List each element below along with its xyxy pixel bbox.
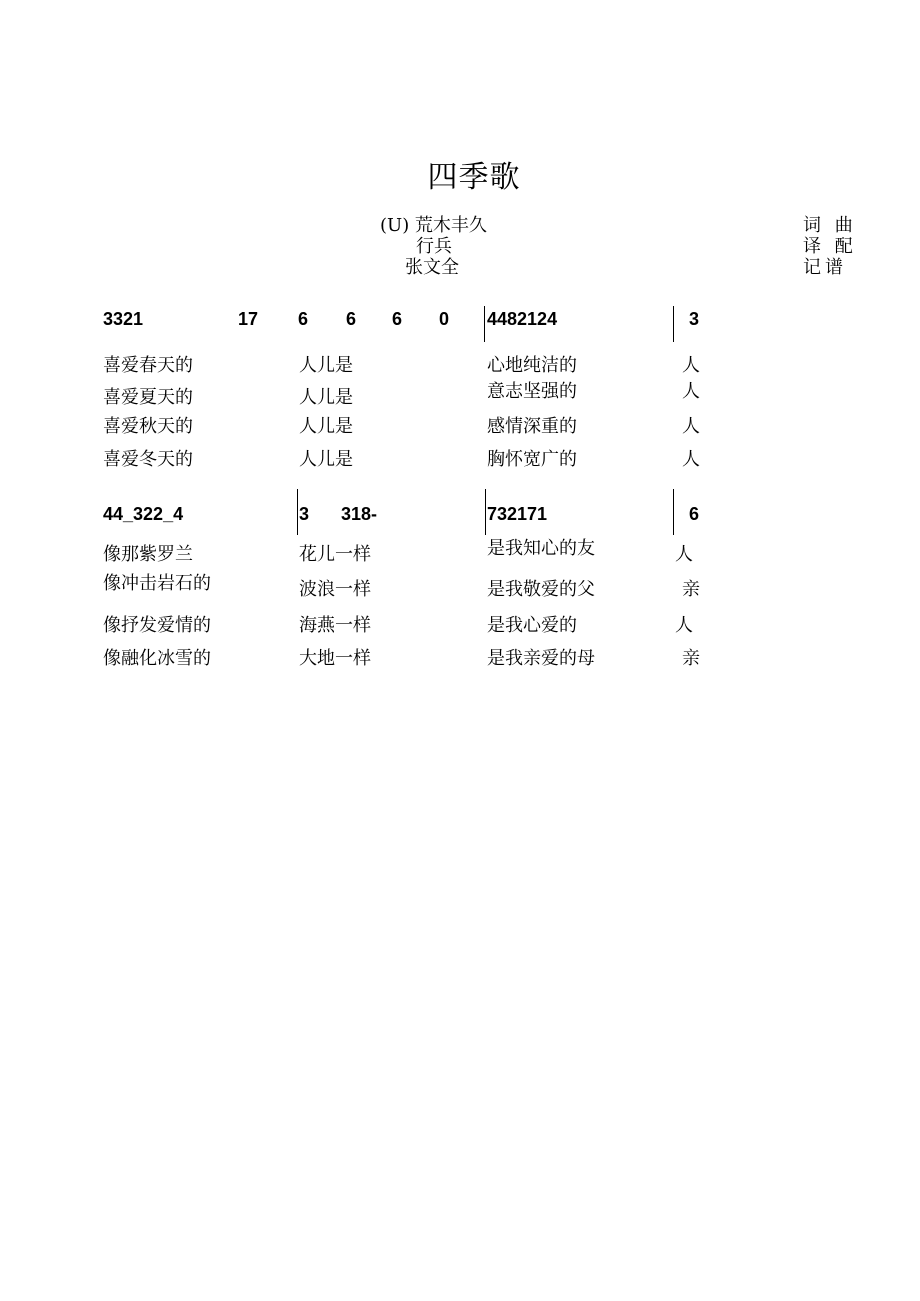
notation-group: 318-	[341, 504, 378, 524]
lyric-fragment: 人	[675, 544, 693, 565]
bar-line	[484, 306, 485, 342]
lyric-fragment: 波浪一样	[299, 579, 371, 600]
lyric-fragment: 人儿是	[299, 387, 353, 408]
lyric-fragment: 人	[682, 449, 700, 470]
transcriber-role: 记谱	[803, 257, 847, 278]
song-title: 四季歌	[427, 160, 521, 195]
lyric-fragment: 意志坚强的	[487, 381, 577, 402]
notation-group: 17	[238, 309, 259, 329]
lyric-fragment: 人	[682, 416, 700, 437]
lyric-fragment: 胸怀宽广的	[487, 449, 577, 470]
notation-group: 6	[392, 309, 403, 329]
lyric-fragment: 海燕一样	[299, 615, 371, 636]
bar-line	[485, 489, 486, 535]
notation-group: 44_322_4	[103, 504, 184, 524]
bar-line	[673, 306, 674, 342]
notation-group: 0	[439, 309, 450, 329]
lyric-fragment: 像融化冰雪的	[103, 648, 211, 669]
lyric-fragment: 人儿是	[299, 355, 353, 376]
transcriber-name: 张文全	[405, 257, 459, 278]
notation-group: 732171	[487, 504, 548, 524]
bar-line	[673, 489, 674, 535]
notation-group: 6	[346, 309, 357, 329]
notation-group: 6	[298, 309, 309, 329]
notation-group: 4482124	[487, 309, 558, 329]
notation-group: 6	[689, 504, 700, 524]
lyric-fragment: 亲	[682, 579, 700, 600]
notation-group: 3321	[103, 309, 144, 329]
lyric-fragment: 是我敬爱的父	[487, 579, 595, 600]
lyric-fragment: 像抒发爱情的	[103, 615, 211, 636]
lyricist-composer-name: (U) 荒木丰久	[380, 215, 487, 236]
lyric-fragment: 人	[682, 355, 700, 376]
lyricist-composer-role: 词 曲	[803, 215, 857, 236]
lyric-fragment: 像冲击岩石的	[103, 573, 211, 594]
lyric-fragment: 喜爱秋天的	[103, 416, 193, 437]
lyric-fragment: 像那紫罗兰	[103, 544, 193, 565]
notation-group: 3	[689, 309, 700, 329]
lyric-fragment: 人	[682, 381, 700, 402]
lyric-fragment: 喜爱春天的	[103, 355, 193, 376]
translator-name: 行兵	[416, 236, 452, 257]
notation-group: 3	[299, 504, 310, 524]
lyric-fragment: 大地一样	[299, 648, 371, 669]
lyric-fragment: 是我心爱的	[487, 615, 577, 636]
lyric-fragment: 是我知心的友	[487, 538, 595, 559]
lyric-fragment: 感情深重的	[487, 416, 577, 437]
translator-role: 译 配	[803, 236, 857, 257]
lyric-fragment: 喜爱夏天的	[103, 387, 193, 408]
lyric-fragment: 人儿是	[299, 416, 353, 437]
lyric-fragment: 心地纯洁的	[487, 355, 577, 376]
lyric-fragment: 人	[675, 615, 693, 636]
lyric-fragment: 是我亲爱的母	[487, 648, 595, 669]
lyric-fragment: 亲	[682, 648, 700, 669]
lyric-fragment: 花儿一样	[299, 544, 371, 565]
lyric-fragment: 喜爱冬天的	[103, 449, 193, 470]
bar-line	[297, 489, 298, 535]
lyric-fragment: 人儿是	[299, 449, 353, 470]
